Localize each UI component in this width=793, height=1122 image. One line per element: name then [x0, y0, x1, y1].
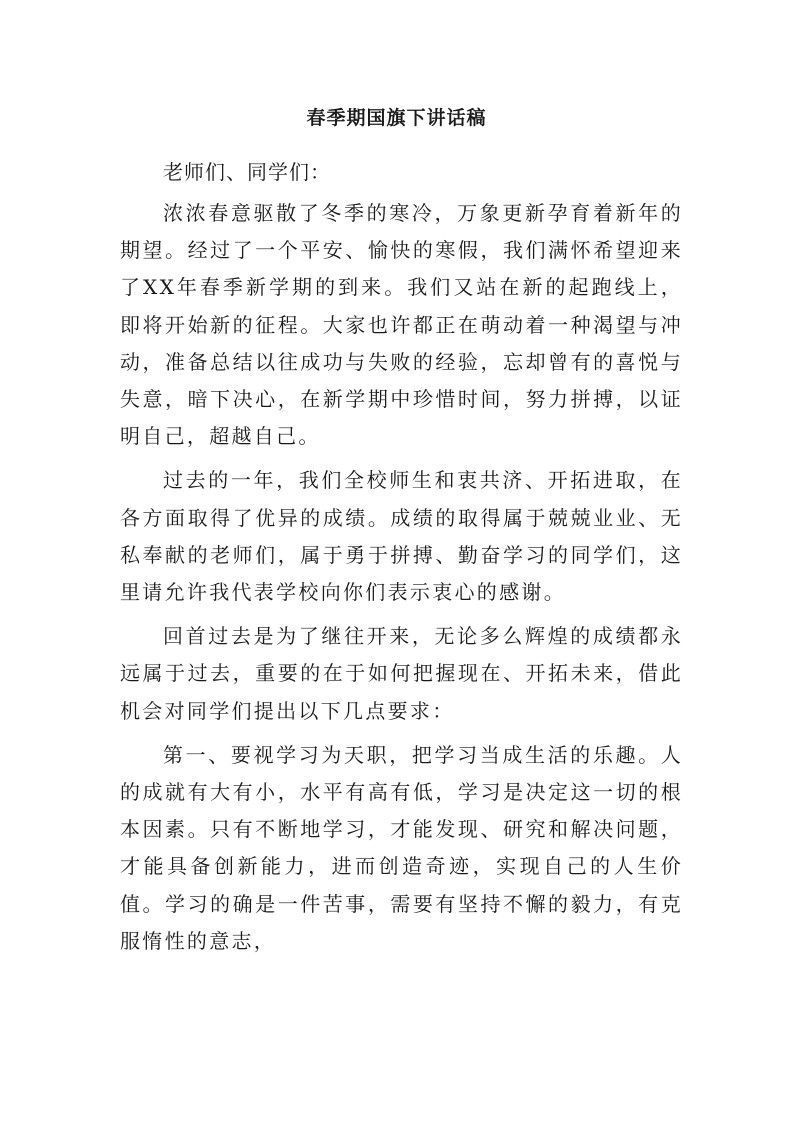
- paragraph: 过去的一年，我们全校师生和衷共济、开拓进取，在各方面取得了优异的成绩。成绩的取得属于兢兢业业、无私奉献的老师们，属于勇于拼搏、勤奋学习的同学们，这里请允许我代表学校向你们表示衷心的感谢。: [120, 468, 683, 605]
- greeting: 老师们、同学们：: [163, 160, 331, 184]
- paragraph: 回首过去是为了继往开来，无论多么辉煌的成绩都永远属于过去，重要的在于如何把握现在、开拓未来，借此机会对同学们提出以下几点要求：: [120, 624, 683, 723]
- document-body: [120, 154, 683, 967]
- document-title: 春季期国旗下讲话稿: [306, 107, 487, 129]
- paragraph: 浓浓春意驱散了冬季的寒冷，万象更新孕育着新年的期望。经过了一个平安、愉快的寒假，我们满怀希望迎来了XX年春季新学期的到来。我们又站在新的起跑线上，即将开始新的征程。大家也许都正在萌动着一种渴望与冲动，准备总结以往成功与失败的经验，忘却曾有的喜悦与失意，暗下决心，在新学期中珍惜时间，努力拼搏，以证明自己，超越自己。: [120, 201, 683, 449]
- paragraph: 第一、要视学习为天职，把学习当成生活的乐趣。人的成就有大有小，水平有高有低，学习是决定这一切的根本因素。只有不断地学习，才能发现、研究和解决问题，才能具备创新能力，进而创造奇迹，实现自己的人生价值。学习的确是一件苦事，需要有坚持不懈的毅力，有克服惰性的意志，: [120, 742, 683, 953]
